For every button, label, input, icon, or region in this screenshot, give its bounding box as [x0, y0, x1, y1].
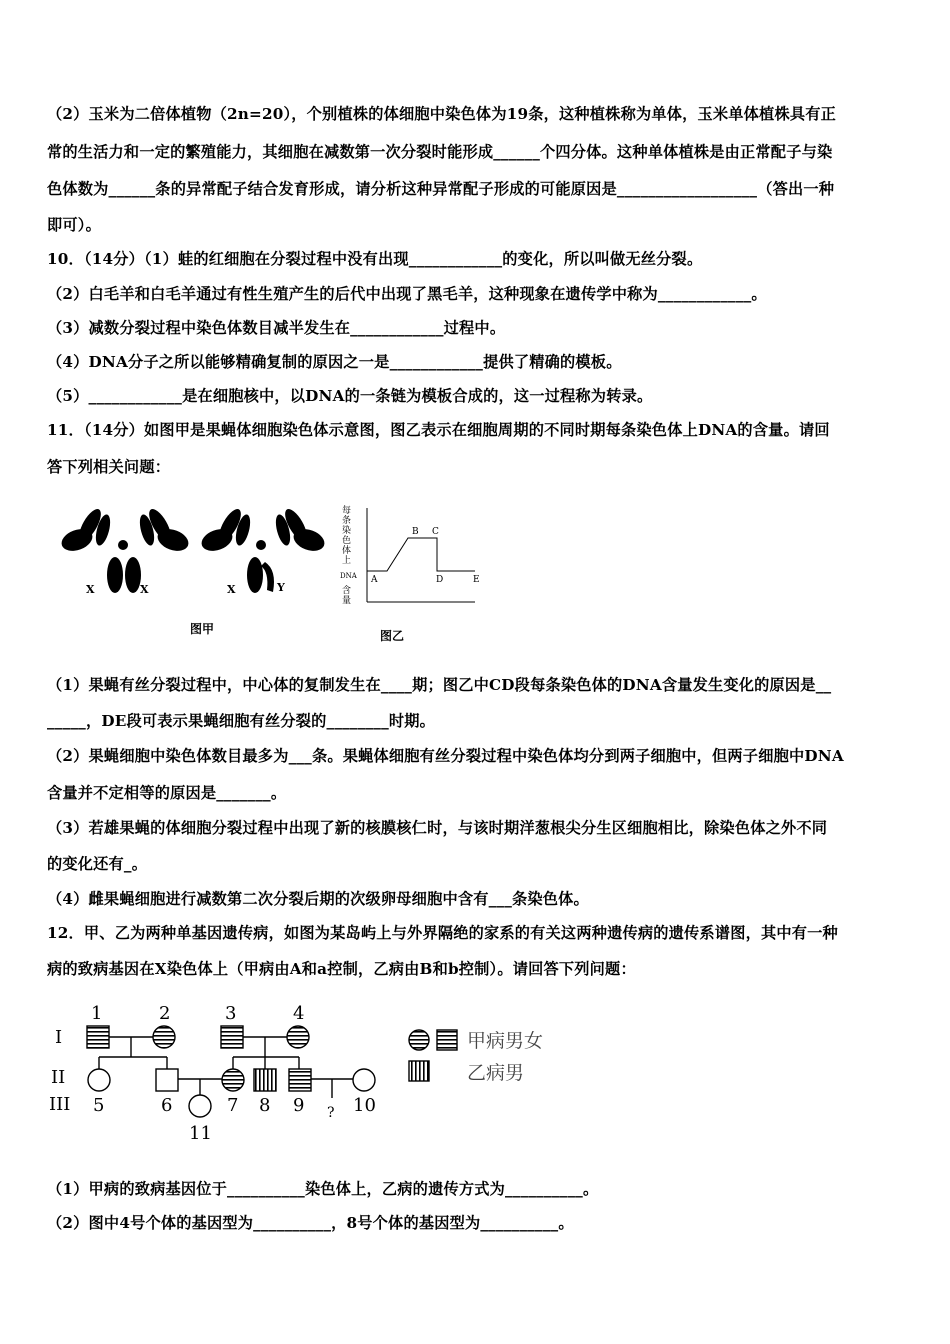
point-b: B: [412, 527, 419, 537]
figure-jia-caption: 图甲: [190, 622, 215, 636]
text-line: 答下列相关问题：: [47, 458, 171, 476]
question-10-line: 10．（14分）（1）蛙的红细胞在分裂过程中没有出现____________的变化，所以叫做无丝分裂。: [47, 250, 703, 268]
label-x1: X: [86, 583, 95, 596]
text-line: 色体数为______条的异常配子结合发育形成，请分析这种异常配子形成的可能原因是__________________（答出一种: [47, 180, 835, 198]
legend-jia-male-icon: [437, 1030, 457, 1050]
label-x2: X: [140, 583, 149, 596]
text-line: （4）DNA分子之所以能够精确复制的原因之一是____________提供了精确的模板。: [47, 353, 622, 371]
text-line: （3）减数分裂过程中染色体数目减半发生在____________过程中。: [47, 319, 506, 337]
svg-text:?: ?: [327, 1105, 335, 1121]
text-line: 即可）。: [47, 216, 101, 234]
legend-jia-female-icon: [409, 1030, 429, 1050]
point-d: D: [436, 575, 444, 585]
individual-2: [153, 1026, 175, 1048]
text-line: （1）果蝇有丝分裂过程中，中心体的复制发生在____期；图乙中CD段每条染色体的DNA含量发生变化的原因是__: [47, 676, 832, 694]
svg-text:8: 8: [259, 1095, 271, 1116]
chromosome-set-female: [59, 506, 192, 593]
text-line: （5）____________是在细胞核中，以DNA的一条链为模板合成的，这一过程称为转录。: [47, 387, 653, 405]
figure-yi-graph: [340, 500, 500, 650]
individual-9: [289, 1069, 311, 1091]
label-y: Y: [277, 581, 285, 594]
text-line: _____，DE段可表示果蝇细胞有丝分裂的________时期。: [47, 712, 436, 730]
svg-text:2: 2: [159, 1003, 171, 1024]
figure-jia-chromosomes: [55, 500, 385, 650]
svg-text:III: III: [49, 1094, 71, 1115]
svg-text:上: 上: [342, 556, 352, 566]
question-11-line: 11．（14分）如图甲是果蝇体细胞染色体示意图，图乙表示在细胞周期的不同时期每条染色体上DNA的含量。请回: [47, 421, 830, 439]
label-x3: X: [227, 583, 236, 596]
text-line: （1）甲病的致病基因位于__________染色体上，乙病的遗传方式为__________。: [47, 1180, 599, 1198]
legend-jia-label: 甲病男女: [467, 1030, 544, 1052]
svg-text:每: 每: [342, 506, 352, 516]
point-a: A: [371, 575, 378, 585]
text-line: （2）图中4号个体的基因型为__________，8号个体的基因型为__________。: [47, 1214, 574, 1232]
legend-yi-label: 乙病男: [467, 1062, 525, 1084]
y-axis-label: [340, 504, 358, 606]
text-line: 病的致病基因在X染色体上（甲病由A和a控制，乙病由B和b控制）。请回答下列问题：: [47, 960, 636, 978]
svg-text:I: I: [55, 1027, 63, 1048]
pedigree-chart: [47, 995, 567, 1145]
text-line: 的变化还有_。: [47, 855, 148, 873]
text-line: （2）果蝇细胞中染色体数目最多为___条。果蝇体细胞有丝分裂过程中染色体均分到两子细胞中，但两子细胞中DNA: [47, 747, 844, 765]
individual-3: [221, 1026, 243, 1048]
individual-6: [156, 1069, 178, 1091]
svg-text:11: 11: [189, 1123, 212, 1144]
svg-text:7: 7: [227, 1095, 239, 1116]
individual-10: [353, 1069, 375, 1091]
svg-text:3: 3: [225, 1003, 237, 1024]
svg-text:色: 色: [342, 536, 352, 546]
svg-text:DNA: DNA: [340, 572, 357, 580]
text-line: （2）玉米为二倍体植物（2n=20），个别植株的体细胞中染色体为19条，这种植株称为单体，玉米单体植株具有正: [47, 105, 836, 123]
individual-5: [88, 1069, 110, 1091]
svg-text:体: 体: [342, 546, 352, 556]
svg-text:4: 4: [293, 1003, 305, 1024]
svg-text:1: 1: [91, 1003, 103, 1024]
individual-1: [87, 1026, 109, 1048]
svg-text:9: 9: [293, 1095, 305, 1116]
point-c: C: [432, 527, 439, 537]
individual-4: [287, 1026, 309, 1048]
svg-text:6: 6: [161, 1095, 173, 1116]
text-line: （4）雌果蝇细胞进行减数第二次分裂后期的次级卵母细胞中含有___条染色体。: [47, 890, 589, 908]
dna-curve: [367, 538, 475, 571]
individual-11: [189, 1095, 211, 1117]
figure-yi-caption: 图乙: [380, 629, 405, 643]
individual-7: [222, 1069, 244, 1091]
individual-8: [254, 1069, 276, 1091]
question-12-line: 12．甲、乙为两种单基因遗传病，如图为某岛屿上与外界隔绝的家系的有关这两种遗传病的遗传系谱图，其中有一种: [47, 924, 838, 942]
generation-labels: [49, 1027, 70, 1115]
svg-text:5: 5: [93, 1095, 105, 1116]
text-line: 常的生活力和一定的繁殖能力，其细胞在减数第一次分裂时能形成______个四分体。这种单体植株是由正常配子与染: [47, 143, 833, 161]
chromosome-set-male: [199, 506, 328, 593]
svg-text:染: 染: [342, 526, 352, 536]
svg-text:II: II: [51, 1067, 66, 1088]
text-line: （2）白毛羊和白毛羊通过有性生殖产生的后代中出现了黑毛羊，这种现象在遗传学中称为____________。: [47, 285, 767, 303]
legend-yi-male-icon: [409, 1061, 429, 1081]
svg-text:量: 量: [342, 596, 352, 606]
svg-text:条: 条: [342, 516, 352, 526]
point-e: E: [473, 575, 480, 585]
svg-text:含: 含: [342, 586, 352, 596]
text-line: （3）若雄果蝇的体细胞分裂过程中出现了新的核膜核仁时，与该时期洋葱根尖分生区细胞相比，除染色体之外不同: [47, 819, 828, 837]
text-line: 含量并不定相等的原因是_______。: [47, 784, 287, 802]
svg-text:10: 10: [353, 1095, 376, 1116]
